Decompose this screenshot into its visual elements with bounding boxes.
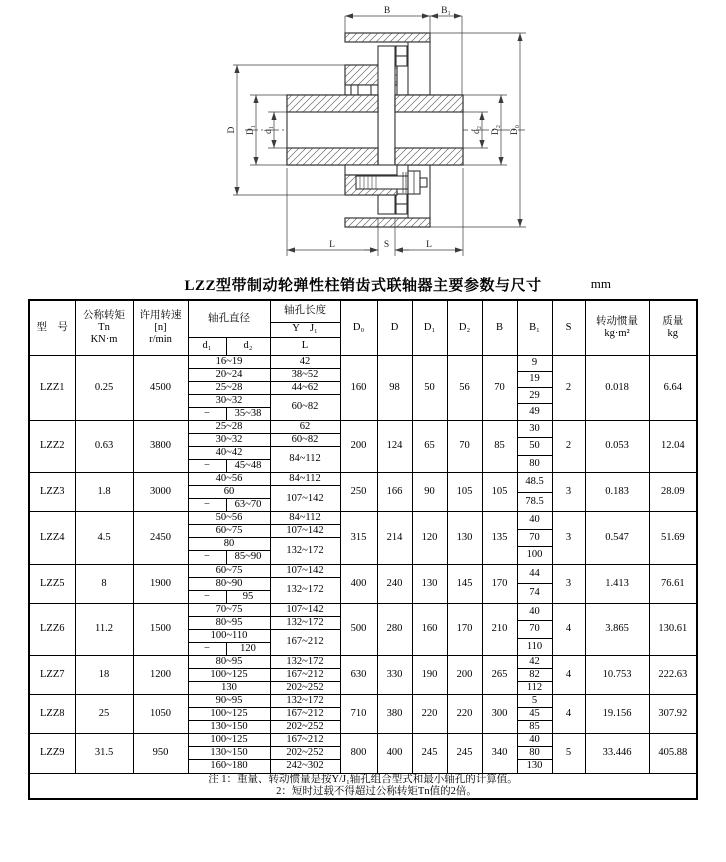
b1-segment: 130 <box>526 760 543 772</box>
cell-bore-range: 30~32 <box>188 433 270 446</box>
b1-stack <box>518 695 552 733</box>
svg-text:S: S <box>383 240 390 250</box>
cell-B1 <box>517 355 552 420</box>
parameters-table <box>28 299 698 800</box>
cell-bore-range: 160~180 <box>188 760 270 773</box>
cell-bore-range: 130~150 <box>188 747 270 760</box>
b1-segment: 110 <box>526 640 543 652</box>
cell-bore-range: 80~95 <box>188 616 270 629</box>
col-header-L: L <box>270 337 340 355</box>
coupling-section-drawing <box>0 0 726 272</box>
cell-B1 <box>517 420 552 472</box>
b1-segment: 30 <box>518 421 552 438</box>
col-header-YJ1: Y J₁ <box>270 322 340 337</box>
col-header-torque <box>75 300 133 355</box>
cell-bore-range: 90~95 <box>188 695 270 708</box>
cell-D1: 50 <box>412 355 447 420</box>
col-header-D2: D₂ <box>447 300 482 355</box>
cell-d2: 63~70 <box>226 499 270 512</box>
cell-D: 400 <box>377 734 412 773</box>
cell-length: 107~142 <box>270 486 340 512</box>
cell-inertia: 33.446 <box>585 734 649 773</box>
cell-bore-range: 50~56 <box>188 512 270 525</box>
b1-segment: 112 <box>526 682 543 694</box>
cell-speed: 4500 <box>133 355 188 420</box>
cell-bore-range: 40~42 <box>188 446 270 459</box>
cell-length: 202~252 <box>270 721 340 734</box>
cell-d1: − <box>188 642 226 655</box>
svg-text:B₁: B₁ <box>441 6 451 16</box>
col-header-D: D <box>377 300 412 355</box>
unit-label: mm <box>590 276 611 291</box>
col-header-d1: d₁ <box>188 337 226 355</box>
footnotes <box>29 773 697 799</box>
cell-B: 265 <box>482 655 517 694</box>
b1-segment: 82 <box>518 669 552 682</box>
cell-mass: 130.61 <box>649 603 697 655</box>
cell-length: 167~212 <box>270 629 340 655</box>
b1-stack <box>518 421 552 472</box>
note-1: 注 1：重量、转动惯量是按Y/J₁轴孔组合型式和最小轴孔的计算值。 <box>208 773 518 785</box>
cell-D1: 120 <box>412 512 447 564</box>
svg-text:D₂: D₂ <box>491 124 501 136</box>
cell-inertia: 1.413 <box>585 564 649 603</box>
cell-B1 <box>517 655 552 694</box>
cell-torque: 18 <box>75 655 133 694</box>
b1-segment: 70 <box>518 530 552 547</box>
svg-text:d₁: d₁ <box>264 125 274 135</box>
cell-length: 167~212 <box>270 708 340 721</box>
cell-torque: 31.5 <box>75 734 133 773</box>
cell-B: 135 <box>482 512 517 564</box>
cell-speed: 3800 <box>133 420 188 472</box>
cell-D: 280 <box>377 603 412 655</box>
cell-bore-range: 25~28 <box>188 420 270 433</box>
b1-stack <box>518 473 552 511</box>
b1-segment: 29 <box>518 388 552 404</box>
cell-mass: 28.09 <box>649 473 697 512</box>
cell-length: 84~112 <box>270 512 340 525</box>
cell-model: LZZ4 <box>29 512 75 564</box>
col-header-inertia <box>585 300 649 355</box>
cell-D: 98 <box>377 355 412 420</box>
cell-B: 300 <box>482 695 517 734</box>
cell-speed: 1500 <box>133 603 188 655</box>
cell-length: 107~142 <box>270 603 340 616</box>
cell-bore-range: 40~56 <box>188 473 270 486</box>
cell-S: 5 <box>552 734 585 773</box>
cell-S: 4 <box>552 603 585 655</box>
speed-line1: 许用转速 <box>139 309 182 321</box>
col-header-D1: D₁ <box>412 300 447 355</box>
cell-D2: 145 <box>447 564 482 603</box>
cell-D: 240 <box>377 564 412 603</box>
cell-mass: 76.61 <box>649 564 697 603</box>
cell-mass: 222.63 <box>649 655 697 694</box>
table-row <box>29 473 697 486</box>
cell-length: 84~112 <box>270 473 340 486</box>
cell-d2: 95 <box>226 590 270 603</box>
b1-segment: 48.5 <box>518 473 552 493</box>
b1-segment: 40 <box>518 734 552 747</box>
col-header-d2: d₂ <box>226 337 270 355</box>
cell-inertia: 0.547 <box>585 512 649 564</box>
b1-stack <box>518 512 552 563</box>
cell-d1: − <box>188 407 226 420</box>
col-header-D0: D₀ <box>340 300 377 355</box>
cell-speed: 1900 <box>133 564 188 603</box>
cell-speed: 1050 <box>133 695 188 734</box>
cell-B1 <box>517 473 552 512</box>
cell-bore-range: 25~28 <box>188 381 270 394</box>
cell-B: 105 <box>482 473 517 512</box>
cell-S: 2 <box>552 355 585 420</box>
cell-bore-range: 100~125 <box>188 669 270 682</box>
table-row <box>29 564 697 577</box>
cell-torque: 0.63 <box>75 420 133 472</box>
b1-stack <box>518 734 552 772</box>
b1-stack <box>518 356 552 420</box>
table-row <box>29 655 697 668</box>
col-header-bore-length: 轴孔长度 <box>270 300 340 322</box>
cell-bore-range: 80~90 <box>188 577 270 590</box>
cell-length: 242~302 <box>270 760 340 773</box>
cell-D1: 190 <box>412 655 447 694</box>
cell-D2: 70 <box>447 420 482 472</box>
b1-segment: 80 <box>518 747 552 760</box>
page-title: LZZ型带制动轮弹性柱销齿式联轴器主要参数与尺寸 <box>184 278 542 294</box>
cell-D1: 220 <box>412 695 447 734</box>
cell-S: 3 <box>552 473 585 512</box>
cell-length: 42 <box>270 355 340 368</box>
cell-D1: 130 <box>412 564 447 603</box>
cell-D0: 315 <box>340 512 377 564</box>
cell-length: 167~212 <box>270 734 340 747</box>
cell-length: 60~82 <box>270 394 340 420</box>
cell-torque: 4.5 <box>75 512 133 564</box>
cell-d1: − <box>188 499 226 512</box>
cell-D0: 200 <box>340 420 377 472</box>
cell-model: LZZ3 <box>29 473 75 512</box>
col-header-S: S <box>552 300 585 355</box>
cell-D2: 200 <box>447 655 482 694</box>
cell-D0: 800 <box>340 734 377 773</box>
cell-length: 132~172 <box>270 577 340 603</box>
cell-d1: − <box>188 590 226 603</box>
b1-segment: 85 <box>529 721 540 733</box>
b1-segment: 44 <box>518 565 552 585</box>
speed-line3: r/min <box>149 333 172 345</box>
b1-segment: 74 <box>529 587 540 599</box>
cell-D1: 245 <box>412 734 447 773</box>
torque-line3: KN·m <box>90 333 118 345</box>
cell-D2: 245 <box>447 734 482 773</box>
cell-model: LZZ6 <box>29 603 75 655</box>
cell-B1 <box>517 603 552 655</box>
cell-model: LZZ7 <box>29 655 75 694</box>
cell-bore-range: 60 <box>188 486 270 499</box>
cell-B1 <box>517 734 552 773</box>
cell-length: 107~142 <box>270 525 340 538</box>
svg-text:d₂: d₂ <box>472 125 482 135</box>
cell-D0: 160 <box>340 355 377 420</box>
cell-speed: 2450 <box>133 512 188 564</box>
col-header-B1: B₁ <box>517 300 552 355</box>
cell-bore-range: 80 <box>188 538 270 551</box>
b1-segment: 49 <box>529 406 540 418</box>
col-header-model: 型 号 <box>29 300 75 355</box>
cell-mass: 12.04 <box>649 420 697 472</box>
cell-D0: 400 <box>340 564 377 603</box>
cell-length: 167~212 <box>270 669 340 682</box>
cell-D1: 160 <box>412 603 447 655</box>
svg-text:B: B <box>383 6 391 16</box>
table-row <box>29 695 697 708</box>
cell-D: 124 <box>377 420 412 472</box>
table-row <box>29 420 697 433</box>
cell-S: 3 <box>552 512 585 564</box>
cell-model: LZZ1 <box>29 355 75 420</box>
cell-D0: 250 <box>340 473 377 512</box>
b1-segment: 45 <box>518 708 552 721</box>
b1-stack <box>518 656 552 694</box>
cell-speed: 3000 <box>133 473 188 512</box>
cell-bore-range: 16~19 <box>188 355 270 368</box>
cell-inertia: 0.053 <box>585 420 649 472</box>
cell-speed: 1200 <box>133 655 188 694</box>
cell-D0: 500 <box>340 603 377 655</box>
cell-D2: 220 <box>447 695 482 734</box>
b1-segment: 100 <box>526 549 543 561</box>
svg-text:D: D <box>227 126 237 134</box>
cell-length: 38~52 <box>270 368 340 381</box>
cell-S: 2 <box>552 420 585 472</box>
cell-D: 330 <box>377 655 412 694</box>
b1-stack <box>518 565 552 603</box>
col-header-B: B <box>482 300 517 355</box>
table-row <box>29 355 697 368</box>
inertia-line2: kg·m² <box>604 327 630 339</box>
b1-stack <box>518 604 552 655</box>
cell-length: 202~252 <box>270 682 340 695</box>
b1-segment: 9 <box>518 356 552 372</box>
cell-d2: 120 <box>226 642 270 655</box>
cell-length: 84~112 <box>270 446 340 472</box>
cell-d1: − <box>188 551 226 564</box>
b1-segment: 80 <box>529 457 540 469</box>
speed-line2: [n] <box>154 321 167 333</box>
col-header-mass <box>649 300 697 355</box>
b1-segment: 78.5 <box>525 495 544 507</box>
b1-segment: 19 <box>518 372 552 388</box>
cell-D0: 630 <box>340 655 377 694</box>
svg-text:D₁: D₁ <box>246 124 256 136</box>
cell-D: 166 <box>377 473 412 512</box>
cell-bore-range: 20~24 <box>188 368 270 381</box>
cell-length: 132~172 <box>270 655 340 668</box>
cell-inertia: 3.865 <box>585 603 649 655</box>
cell-bore-range: 130~150 <box>188 721 270 734</box>
svg-text:L: L <box>329 240 335 250</box>
table-caption <box>27 274 699 296</box>
cell-D: 214 <box>377 512 412 564</box>
cell-B1 <box>517 564 552 603</box>
torque-line2: Tn <box>98 321 110 333</box>
cell-bore-range: 80~95 <box>188 655 270 668</box>
cell-bore-range: 30~32 <box>188 394 270 407</box>
table-row <box>29 603 697 616</box>
svg-text:D₀: D₀ <box>510 124 520 136</box>
cell-B: 170 <box>482 564 517 603</box>
note-2: 2：短时过载不得超过公称转矩Tn值的2倍。 <box>276 785 477 797</box>
col-header-speed <box>133 300 188 355</box>
cell-B: 210 <box>482 603 517 655</box>
table-row <box>29 734 697 747</box>
b1-segment: 50 <box>518 438 552 455</box>
cell-mass: 307.92 <box>649 695 697 734</box>
cell-d2: 35~38 <box>226 407 270 420</box>
cell-length: 62 <box>270 420 340 433</box>
cell-B: 340 <box>482 734 517 773</box>
cell-torque: 8 <box>75 564 133 603</box>
cell-B: 70 <box>482 355 517 420</box>
cell-bore-range: 60~75 <box>188 525 270 538</box>
inertia-line1: 转动惯量 <box>596 315 638 327</box>
cell-bore-range: 70~75 <box>188 603 270 616</box>
cell-D1: 65 <box>412 420 447 472</box>
cell-torque: 25 <box>75 695 133 734</box>
cell-D: 380 <box>377 695 412 734</box>
b1-segment: 40 <box>518 512 552 529</box>
cell-inertia: 0.018 <box>585 355 649 420</box>
cell-D1: 90 <box>412 473 447 512</box>
cell-B1 <box>517 695 552 734</box>
b1-segment: 42 <box>518 656 552 669</box>
mass-line2: kg <box>667 327 678 339</box>
col-header-bore-diameter: 轴孔直径 <box>188 300 270 337</box>
cell-d2: 45~48 <box>226 460 270 473</box>
cell-mass: 405.88 <box>649 734 697 773</box>
torque-line1: 公称转矩 <box>83 309 125 321</box>
svg-text:L: L <box>426 240 432 250</box>
cell-D2: 105 <box>447 473 482 512</box>
cell-torque: 1.8 <box>75 473 133 512</box>
cell-mass: 51.69 <box>649 512 697 564</box>
mass-line1: 质量 <box>662 315 684 327</box>
cell-speed: 950 <box>133 734 188 773</box>
b1-segment: 5 <box>518 695 552 708</box>
cell-mass: 6.64 <box>649 355 697 420</box>
b1-segment: 70 <box>518 621 552 638</box>
cell-length: 132~172 <box>270 695 340 708</box>
cell-bore-range: 130 <box>188 682 270 695</box>
cell-D0: 710 <box>340 695 377 734</box>
cell-B1 <box>517 512 552 564</box>
cell-torque: 11.2 <box>75 603 133 655</box>
cell-model: LZZ5 <box>29 564 75 603</box>
cell-length: 132~172 <box>270 616 340 629</box>
cell-length: 44~62 <box>270 381 340 394</box>
cell-D2: 130 <box>447 512 482 564</box>
b1-segment: 40 <box>518 604 552 621</box>
cell-inertia: 19.156 <box>585 695 649 734</box>
cell-bore-range: 100~125 <box>188 708 270 721</box>
cell-model: LZZ8 <box>29 695 75 734</box>
cell-length: 132~172 <box>270 538 340 564</box>
cell-B: 85 <box>482 420 517 472</box>
cell-d2: 85~90 <box>226 551 270 564</box>
cell-model: LZZ9 <box>29 734 75 773</box>
cell-S: 3 <box>552 564 585 603</box>
cell-S: 4 <box>552 695 585 734</box>
cell-inertia: 0.183 <box>585 473 649 512</box>
cell-D2: 56 <box>447 355 482 420</box>
cell-d1: − <box>188 460 226 473</box>
cell-bore-range: 100~125 <box>188 734 270 747</box>
cell-D2: 170 <box>447 603 482 655</box>
cell-length: 107~142 <box>270 564 340 577</box>
cell-S: 4 <box>552 655 585 694</box>
cell-bore-range: 60~75 <box>188 564 270 577</box>
cell-inertia: 10.753 <box>585 655 649 694</box>
table-row <box>29 512 697 525</box>
cell-length: 60~82 <box>270 433 340 446</box>
cell-length: 202~252 <box>270 747 340 760</box>
cell-model: LZZ2 <box>29 420 75 472</box>
cell-torque: 0.25 <box>75 355 133 420</box>
cell-bore-range: 100~110 <box>188 629 270 642</box>
